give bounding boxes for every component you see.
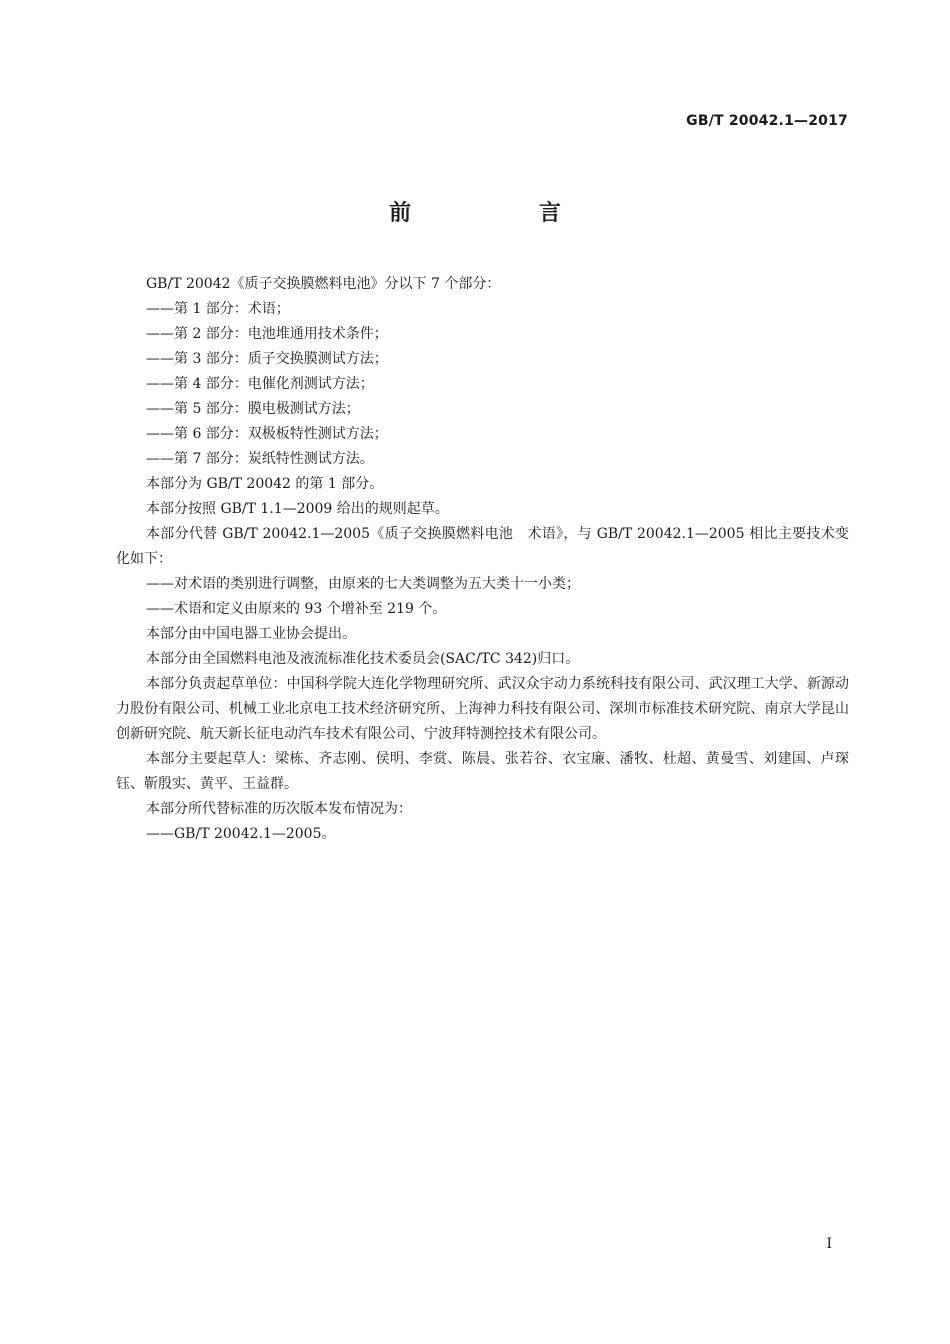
list-item-part-7: ——第 7 部分：炭纸特性测试方法。 [146, 451, 374, 467]
foreword-body [116, 272, 849, 847]
page-title: 前 言 [389, 201, 621, 226]
list-item-part-6: ——第 6 部分：双极板特性测试方法； [146, 426, 388, 442]
paragraph-drafting-units: 本部分负责起草单位：中国科学院大连化学物理研究所、武汉众宇动力系统科技有限公司、武汉理工大学、新源动力股份有限公司、机械工业北京电工技术经济研究所、上海神力科技有限公司、深圳市标准技术研究院、南京大学昆山创新研究院、航天新长征电动汽车技术有限公司、宁波拜特测控技术有限公司。 [116, 676, 849, 742]
list-item-part-1: ——第 1 部分：术语； [146, 301, 290, 317]
paragraph-this-part: 本部分为 GB/T 20042 的第 1 部分。 [146, 476, 384, 492]
list-item-previous-edition: ——GB/T 20042.1—2005。 [146, 826, 336, 842]
list-item-part-2: ——第 2 部分：电池堆通用技术条件； [146, 326, 388, 342]
list-item-part-3: ——第 3 部分：质子交换膜测试方法； [146, 351, 388, 367]
page-number: I [826, 1236, 832, 1252]
paragraph-under-jurisdiction: 本部分由全国燃料电池及液流标准化技术委员会(SAC/TC 342)归口。 [146, 651, 580, 667]
paragraph-drafters: 本部分主要起草人：梁栋、齐志刚、侯明、李赏、陈晨、张若谷、衣宝廉、潘牧、杜超、黄曼雪、刘建国、卢琛钰、靳殷实、黄平、王益群。 [116, 751, 849, 792]
standard-code: GB/T 20042.1—2017 [686, 113, 848, 129]
list-item-change-1: ——对术语的类别进行调整，由原来的七大类调整为五大类十一小类； [146, 576, 580, 592]
list-item-change-2: ——术语和定义由原来的 93 个增补至 219 个。 [146, 601, 447, 617]
list-item-part-5: ——第 5 部分：膜电极测试方法； [146, 401, 360, 417]
paragraph-replaces: 本部分代替 GB/T 20042.1—2005《质子交换膜燃料电池 术语》，与 GB/T 20042.1—2005 相比主要技术变化如下： [116, 526, 849, 567]
paragraph-parts-intro: GB/T 20042《质子交换膜燃料电池》分以下 7 个部分： [146, 276, 501, 292]
paragraph-previous-editions: 本部分所代替标准的历次版本发布情况为： [146, 801, 412, 817]
paragraph-drafting-rules: 本部分按照 GB/T 1.1—2009 给出的规则起草。 [146, 501, 449, 517]
paragraph-proposed-by: 本部分由中国电器工业协会提出。 [146, 626, 356, 642]
list-item-part-4: ——第 4 部分：电催化剂测试方法； [146, 376, 374, 392]
